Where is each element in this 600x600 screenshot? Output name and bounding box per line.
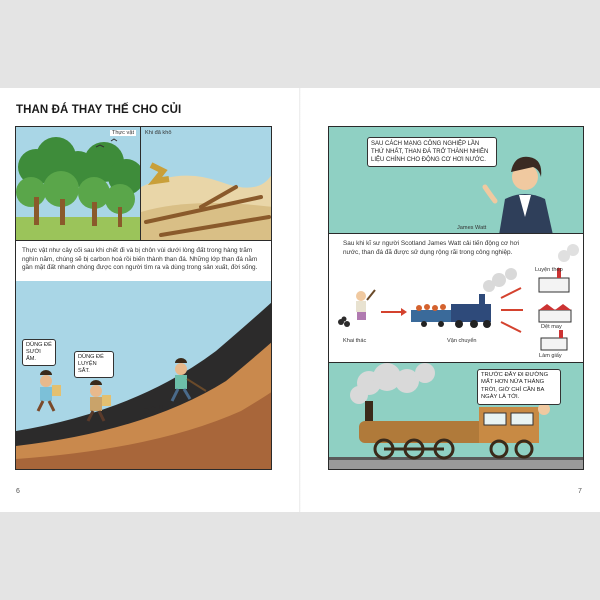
panel-coal-seam bbox=[15, 240, 272, 470]
panel1-caption: Thực vật bbox=[111, 130, 134, 136]
page-heading: THAN ĐÁ THAY THẾ CHO CỦI bbox=[16, 104, 182, 116]
dead-trees-illustration bbox=[141, 127, 272, 241]
panel-steam-train bbox=[328, 362, 584, 470]
right-page-number: 7 bbox=[578, 488, 582, 495]
watt-name-label: James Watt bbox=[457, 225, 487, 231]
speech-bubble-watt: SAU CÁCH MẠNG CÔNG NGHIỆP LẦN THỨ NHẤT, THAN ĐÁ TRỞ THÀNH NHIÊN LIỆU CHÍNH CHO ĐỘNG CƠ HƠI NƯỚC. bbox=[367, 137, 497, 167]
panel-forest bbox=[15, 126, 141, 241]
speech-bubble-warm: DÙNG ĐỂ SƯỞI ẤM. bbox=[22, 339, 56, 366]
label-mining: Khai thác bbox=[343, 338, 367, 344]
label-transport: Vận chuyển bbox=[447, 338, 477, 344]
forest-illustration bbox=[16, 127, 141, 241]
panel-industry-flow bbox=[328, 233, 584, 363]
label-paper: Làm giấy bbox=[539, 353, 562, 359]
left-page-number: 6 bbox=[16, 488, 20, 495]
james-watt-portrait bbox=[329, 127, 584, 234]
coal-carriers-illustration bbox=[16, 241, 272, 470]
label-textile: Dệt may bbox=[541, 324, 562, 330]
left-paragraph: Thực vật như cây cối sau khi chết đi và bị chôn vùi dưới lòng đất trong hàng trăm nghìn năm, chúng sẽ bị carbon hoá rồi biến thành than đá. Những lớp than đá nằm gần mặt đất nhanh chóng được con người tìm ra và dùng trong sản xuất, đời sống. bbox=[22, 247, 258, 272]
panel2-caption: Khi đã khô bbox=[145, 130, 172, 136]
page-spine bbox=[299, 88, 301, 512]
right-paragraph: Sau khi kĩ sư người Scotland James Watt cải tiến động cơ hơi nước, than đá đã được sử dụng rộng rãi trong công nghiệp. bbox=[343, 240, 520, 256]
panel-dried bbox=[140, 126, 272, 241]
panel-james-watt bbox=[328, 126, 584, 234]
label-steel: Luyện thép bbox=[535, 267, 563, 273]
speech-bubble-iron: DÙNG ĐỂ LUYỆN SẮT. bbox=[74, 351, 114, 378]
speech-bubble-driver: TRƯỚC ĐÂY ĐI ĐƯỜNG MẤT HƠN NỬA THÁNG TRỜI, GIỜ CHỈ CẦN BA NGÀY LÀ TỚI. bbox=[477, 369, 561, 405]
